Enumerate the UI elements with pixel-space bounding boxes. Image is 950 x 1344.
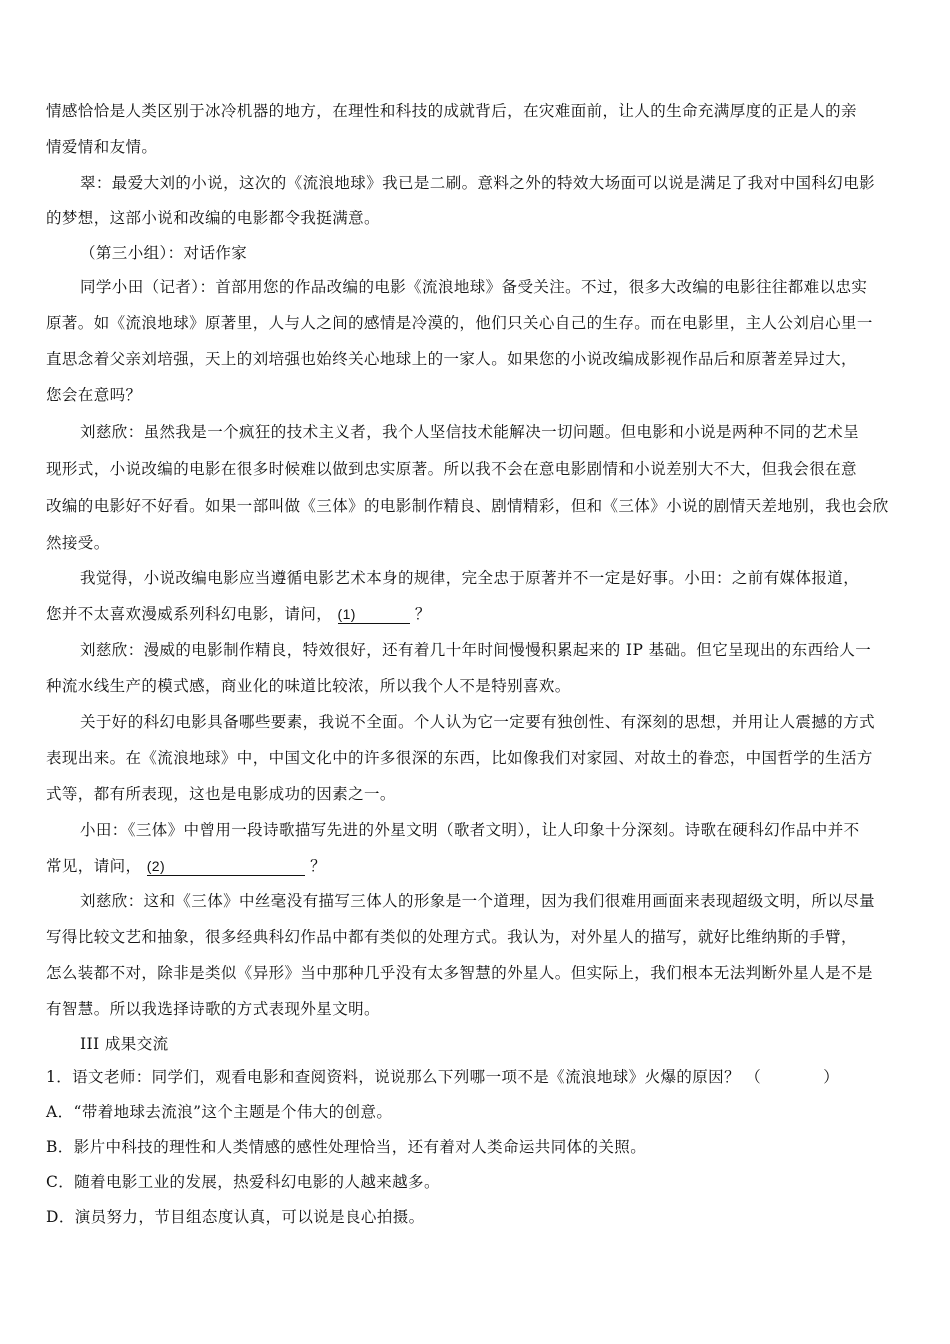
paragraph-3-line-1: 同学小田（记者）：首部用您的作品改编的电影《流浪地球》备受关注。不过，很多大改编的电影往往都难以忠实 xyxy=(80,278,868,296)
paragraph-5-line-2-end: ？ xyxy=(414,605,431,623)
paragraph-7-line-2: 表现出来。在《流浪地球》中，中国文化中的许多很深的东西，比如像我们对家园、对故土的眷恋，中国哲学的生活方 xyxy=(46,749,873,767)
paragraph-9-line-3: 怎么装都不对，除非是类似《异形》当中那种几乎没有太多智慧的外星人。但实际上，我们根本无法判断外星人是不是 xyxy=(46,964,873,982)
paragraph-5-line-2-text: 您并不太喜欢漫威系列科幻电影，请问， xyxy=(46,605,333,623)
question-1-stem xyxy=(46,1067,839,1087)
option-d: D．演员努力，节目组态度认真，可以说是良心拍摄。 xyxy=(46,1208,425,1226)
paragraph-1-line-2: 情爱情和友情。 xyxy=(46,138,158,156)
answer-paren-open: （ xyxy=(745,1068,762,1086)
paragraph-8-line-2 xyxy=(46,856,326,876)
paragraph-4-line-2: 现形式，小说改编的电影在很多时候难以做到忠实原著。所以我不会在意电影剧情和小说差别大不大，但我会很在意 xyxy=(46,460,857,478)
paragraph-7-line-1: 关于好的科幻电影具备哪些要素，我说不全面。个人认为它一定要有独创性、有深刻的思想，并用让人震撼的方式 xyxy=(80,713,876,731)
paragraph-8-line-1: 小田：《三体》中曾用一段诗歌描写先进的外星文明（歌者文明），让人印象十分深刻。诗歌在硬科幻作品中并不 xyxy=(80,821,860,839)
paragraph-4-line-3: 改编的电影好不好看。如果一部叫做《三体》的电影制作精良、剧情精彩，但和《三体》小说的剧情天差地别，我也会欣 xyxy=(46,497,889,515)
question-stem-text: 1．语文老师：同学们，观看电影和查阅资料，说说那么下列哪一项不是《流浪地球》火爆的原因？ xyxy=(46,1068,740,1086)
paragraph-4-line-4: 然接受。 xyxy=(46,534,110,552)
paragraph-2-line-1: 翠：最爱大刘的小说，这次的《流浪地球》我已是二刷。意料之外的特效大场面可以说是满足了我对中国科幻电影 xyxy=(80,174,876,192)
answer-paren-close: ） xyxy=(823,1068,840,1086)
option-b: B．影片中科技的理性和人类情感的感性处理恰当，还有着对人类命运共同体的关照。 xyxy=(46,1138,647,1156)
paragraph-9-line-2: 写得比较文艺和抽象，很多经典科幻作品中都有类似的处理方式。我认为，对外星人的描写，就好比维纳斯的手臂， xyxy=(46,928,857,946)
paragraph-6-line-1: 刘慈欣：漫威的电影制作精良，特效很好，还有着几十年时间慢慢积累起来的 IP 基础。但它呈现出的东西给人一 xyxy=(80,641,872,659)
paragraph-5-line-2 xyxy=(46,604,431,624)
paragraph-2-line-2: 的梦想，这部小说和改编的电影都令我挺满意。 xyxy=(46,209,380,227)
paragraph-3-line-2: 原著。如《流浪地球》原著里，人与人之间的感情是冷漠的，他们只关心自己的生存。而在电影里，主人公刘启心里一 xyxy=(46,314,873,332)
paragraph-7-line-3: 式等，都有所表现，这也是电影成功的因素之一。 xyxy=(46,785,396,803)
paragraph-5-line-1: 我觉得，小说改编电影应当遵循电影艺术本身的规律，完全忠于原著并不一定是好事。小田：之前有媒体报道， xyxy=(80,569,860,587)
section-heading: III 成果交流 xyxy=(80,1035,169,1053)
paragraph-9-line-4: 有智慧。所以我选择诗歌的方式表现外星文明。 xyxy=(46,1000,380,1018)
paragraph-8-line-2-text: 常见，请问， xyxy=(46,857,142,875)
paragraph-3-line-4: 您会在意吗？ xyxy=(46,386,142,404)
paragraph-8-line-2-end: ？ xyxy=(310,857,326,875)
option-c: C．随着电影工业的发展，热爱科幻电影的人越来越多。 xyxy=(46,1173,440,1191)
paragraph-9-line-1: 刘慈欣：这和《三体》中丝毫没有描写三体人的形象是一个道理，因为我们很难用画面来表现超级文明，所以尽量 xyxy=(80,892,876,910)
blank-1: (1) xyxy=(338,605,410,624)
option-a: A．“带着地球去流浪”这个主题是个伟大的创意。 xyxy=(46,1103,393,1121)
paragraph-4-line-1: 刘慈欣：虽然我是一个疯狂的技术主义者，我个人坚信技术能解决一切问题。但电影和小说是两种不同的艺术呈 xyxy=(80,423,860,441)
blank-2: (2) xyxy=(147,857,305,876)
group-heading: （第三小组）：对话作家 xyxy=(80,244,248,262)
paragraph-1-line-1: 情感恰恰是人类区别于冰冷机器的地方，在理性和科技的成就背后，在灾难面前，让人的生命充满厚度的正是人的亲 xyxy=(46,102,857,120)
paragraph-6-line-2: 种流水线生产的模式感，商业化的味道比较浓，所以我个人不是特别喜欢。 xyxy=(46,677,571,695)
paragraph-3-line-3: 直思念着父亲刘培强，天上的刘培强也始终关心地球上的一家人。如果您的小说改编成影视作品后和原著差异过大， xyxy=(46,350,857,368)
